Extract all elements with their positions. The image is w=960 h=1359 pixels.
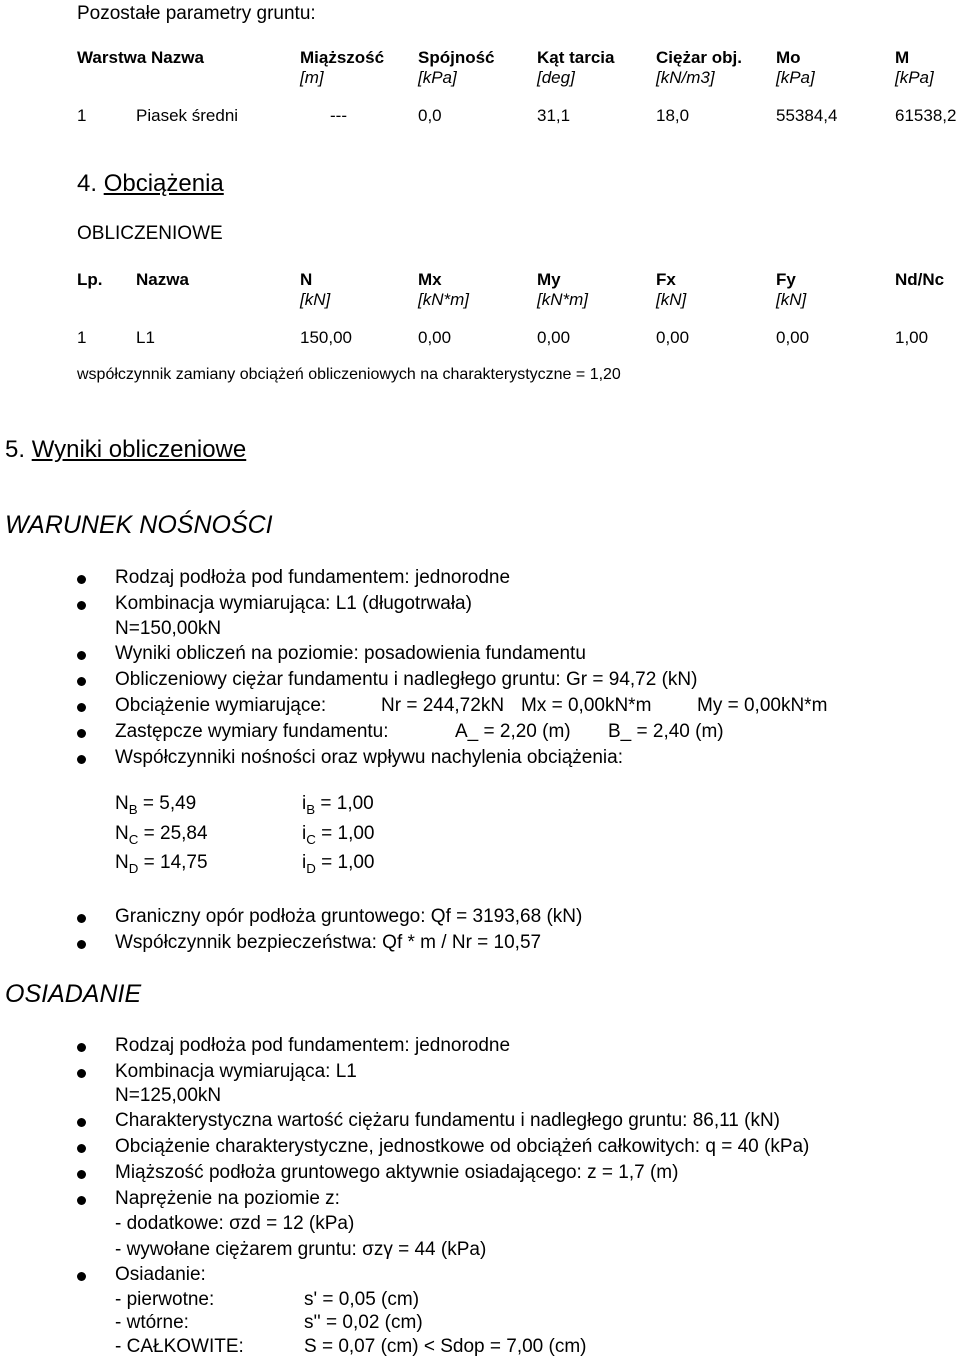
- table-cell: 0,00: [656, 328, 690, 347]
- list-item: - dodatkowe: σzd = 12 (kPa): [115, 1213, 355, 1234]
- table-cell: 55384,4: [776, 106, 838, 125]
- list-item: - wtórne:: [115, 1312, 189, 1333]
- table-cell: 31,1: [537, 106, 571, 125]
- col-header-unit-weight: Ciężar obj.: [656, 48, 742, 67]
- bullet-icon: [77, 1196, 86, 1205]
- col-header-name: Nazwa: [136, 270, 189, 289]
- col-header-mo: Mo: [776, 48, 801, 67]
- conversion-note: współczynnik zamiany obciążeń obliczeniowych na charakterystyczne = 1,20: [77, 366, 621, 383]
- col-header-thickness: Miąższość: [300, 48, 385, 67]
- table-cell: 61538,2: [895, 106, 957, 125]
- bearing-capacity-title: WARUNEK NOŚNOŚCI: [5, 511, 273, 539]
- table-cell: ---: [330, 106, 347, 125]
- unit-fx: [kN]: [656, 290, 687, 309]
- unit-thickness: [m]: [300, 68, 324, 87]
- list-item: Obciążenie wymiarujące:: [115, 695, 327, 716]
- list-item: N=150,00kN: [115, 618, 222, 639]
- col-header-cohesion: Spójność: [418, 48, 495, 67]
- table-cell: 0,00: [418, 328, 452, 347]
- list-item: - pierwotne:: [115, 1289, 215, 1310]
- list-item: Rodzaj podłoża pod fundamentem: jednorodne: [115, 567, 511, 588]
- table-cell: 1: [77, 106, 87, 125]
- bullet-icon: [77, 703, 86, 712]
- list-item: Miąższość podłoża gruntowego aktywnie osiadającego: z = 1,7 (m): [115, 1162, 679, 1183]
- unit-friction-angle: [deg]: [537, 68, 575, 87]
- section-5-heading: [5, 436, 246, 464]
- list-item: Obciążenie charakterystyczne, jednostkowe od obciążeń całkowitych: q = 40 (kPa): [115, 1136, 810, 1157]
- col-header-m: M: [895, 48, 910, 67]
- bullet-icon: [77, 1069, 86, 1078]
- bullet-icon: [77, 651, 86, 660]
- bullet-icon: [77, 755, 86, 764]
- list-item: Kombinacja wymiarująca: L1: [115, 1061, 357, 1082]
- unit-m: [kPa]: [895, 68, 934, 87]
- list-item: Charakterystyczna wartość ciężaru fundamentu i nadległego gruntu: 86,11 (kN): [115, 1110, 780, 1131]
- table-cell: 1: [77, 328, 87, 347]
- factor-i: $i_B = 1,00$: [302, 793, 374, 817]
- list-item-value: Mx = 0,00kN*m: [521, 695, 652, 716]
- list-item-value: B_ = 2,40 (m): [608, 721, 724, 742]
- factor-n: $N_D = 14,75$: [115, 852, 208, 876]
- list-item: Graniczny opór podłoża gruntowego: Qf = 3193,68 (kN): [115, 906, 583, 927]
- section-5-number: 5.: [5, 436, 26, 463]
- list-item: Współczynniki nośności oraz wpływu nachylenia obciążenia:: [115, 747, 623, 768]
- factor-i: $i_D = 1,00$: [302, 852, 375, 876]
- factor-i: $i_C = 1,00$: [302, 823, 375, 847]
- unit-mx: [kN*m]: [418, 290, 469, 309]
- table-cell: Piasek średni: [136, 106, 239, 125]
- bullet-icon: [77, 601, 86, 610]
- col-header-n: N: [300, 270, 313, 289]
- table-cell: 0,0: [418, 106, 442, 125]
- section-4-number: 4.: [77, 170, 98, 197]
- list-item-value: A_ = 2,20 (m): [455, 721, 571, 742]
- list-item-value: s'' = 0,02 (cm): [304, 1312, 423, 1333]
- params-title: Pozostałe parametry gruntu:: [77, 3, 316, 24]
- table-cell: 18,0: [656, 106, 690, 125]
- bullet-icon: [77, 1043, 86, 1052]
- list-item: Współczynnik bezpieczeństwa: Qf * m / Nr = 10,57: [115, 932, 542, 953]
- bullet-icon: [77, 1170, 86, 1179]
- list-item: - CAŁKOWITE:: [115, 1336, 244, 1357]
- factor-n: $N_C = 25,84$: [115, 823, 208, 847]
- col-header-nd-nc: Nd/Nc: [895, 270, 945, 289]
- list-item-value: S = 0,07 (cm) < Sdop = 7,00 (cm): [304, 1336, 587, 1357]
- col-header-no: Lp.: [77, 270, 103, 289]
- col-header-fy: Fy: [776, 270, 796, 289]
- table-cell: 0,00: [537, 328, 571, 347]
- loads-subtitle: OBLICZENIOWE: [77, 223, 223, 244]
- list-item: Zastępcze wymiary fundamentu:: [115, 721, 389, 742]
- col-header-my: My: [537, 270, 561, 289]
- table-cell: 1,00: [895, 328, 929, 347]
- list-item: Osiadanie:: [115, 1264, 206, 1285]
- unit-cohesion: [kPa]: [418, 68, 457, 87]
- list-item-value: My = 0,00kN*m: [697, 695, 828, 716]
- unit-unit-weight: [kN/m3]: [656, 68, 715, 87]
- unit-fy: [kN]: [776, 290, 807, 309]
- list-item: Obliczeniowy ciężar fundamentu i nadległego gruntu: Gr = 94,72 (kN): [115, 669, 698, 690]
- unit-my: [kN*m]: [537, 290, 588, 309]
- bullet-icon: [77, 1272, 86, 1281]
- list-item: Naprężenie na poziomie z:: [115, 1188, 340, 1209]
- list-item: Kombinacja wymiarująca: L1 (długotrwała): [115, 593, 472, 614]
- unit-n: [kN]: [300, 290, 331, 309]
- table-cell: 150,00: [300, 328, 352, 347]
- list-item: Rodzaj podłoża pod fundamentem: jednorodne: [115, 1035, 511, 1056]
- bullet-icon: [77, 914, 86, 923]
- bullet-icon: [77, 677, 86, 686]
- col-header-name: Nazwa: [151, 48, 204, 67]
- list-item: N=125,00kN: [115, 1085, 222, 1106]
- col-header-layer: Warstwa: [77, 48, 147, 67]
- list-item-value: s' = 0,05 (cm): [304, 1289, 420, 1310]
- bullet-icon: [77, 575, 86, 584]
- unit-mo: [kPa]: [776, 68, 815, 87]
- list-item: Wyniki obliczeń na poziomie: posadowienia fundamentu: [115, 643, 586, 664]
- section-4-heading: [77, 170, 224, 198]
- col-header-mx: Mx: [418, 270, 442, 289]
- col-header-friction-angle: Kąt tarcia: [537, 48, 615, 67]
- section-5-title: Wyniki obliczeniowe: [31, 436, 247, 463]
- factor-n: $N_B = 5,49$: [115, 793, 197, 817]
- bullet-icon: [77, 729, 86, 738]
- section-4-title: Obciążenia: [103, 170, 224, 197]
- col-header-fx: Fx: [656, 270, 676, 289]
- list-item-value: Nr = 244,72kN: [381, 695, 505, 716]
- list-item: - wywołane ciężarem gruntu: σzγ = 44 (kPa): [115, 1239, 487, 1260]
- table-cell: L1: [136, 328, 155, 347]
- bullet-icon: [77, 940, 86, 949]
- bullet-icon: [77, 1118, 86, 1127]
- table-cell: 0,00: [776, 328, 810, 347]
- bullet-icon: [77, 1144, 86, 1153]
- settlement-title: OSIADANIE: [5, 980, 142, 1008]
